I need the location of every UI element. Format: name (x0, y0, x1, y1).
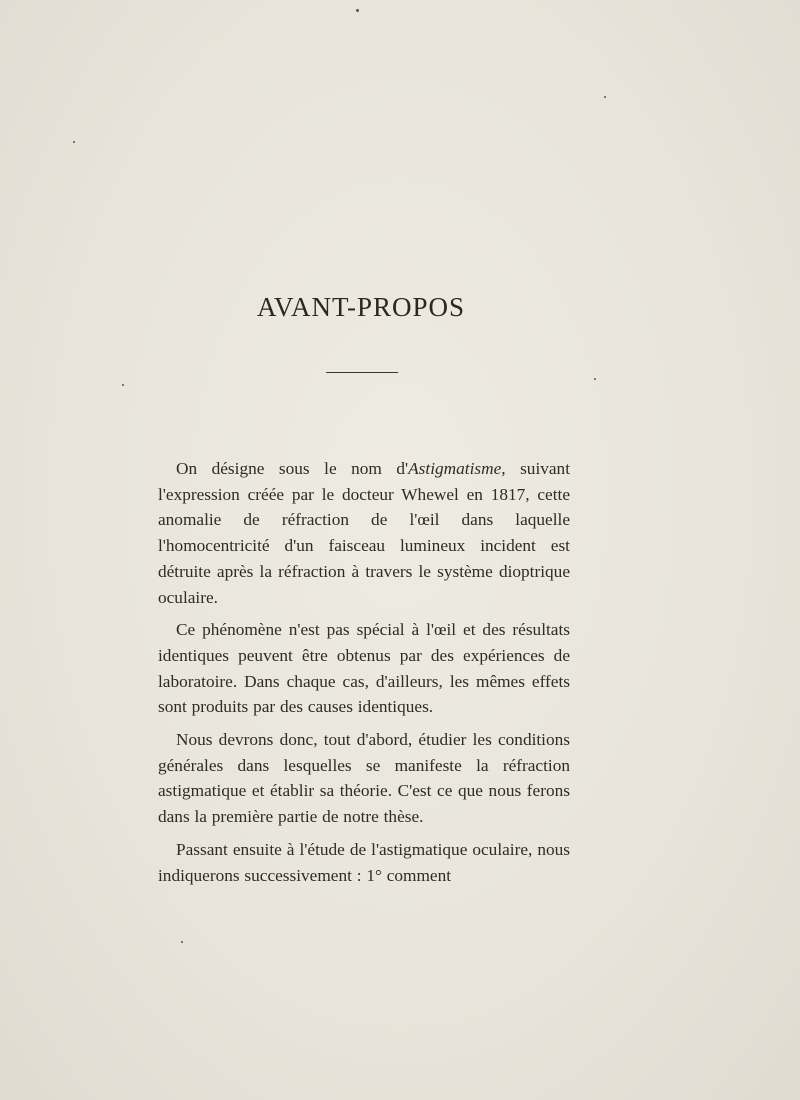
ink-speck (594, 378, 596, 380)
astigmatisme-term: Astigmatisme (408, 459, 502, 478)
paragraph-4: Passant ensuite à l'étude de l'astigmatique oculaire, nous indiquerons successivement : 1° comment (158, 839, 570, 885)
ink-speck (181, 941, 183, 943)
ink-speck (73, 141, 75, 143)
paragraph-1-rest: , suivant l'expression créée par le docteur Whewel en 1817, cette anomalie de réfraction de l'œil dans laquelle l'homocentricité d'un faisceau lumineux incident est détruite après la réfraction à travers le système dioptrique oculaire. (158, 459, 570, 607)
paragraph-2: Ce phénomène n'est pas spécial à l'œil et des résultats identiques peuvent être obtenus par des expériences de laboratoire. Dans chaque cas, d'ailleurs, les mêmes effets sont produits par des causes identiques. (158, 620, 570, 717)
body-text (158, 456, 570, 895)
paragraph-1-start: On désigne sous le nom d' (176, 459, 409, 478)
ink-speck (604, 96, 606, 98)
ink-speck (122, 384, 124, 386)
page-title: AVANT-PROPOS (256, 292, 466, 322)
paragraph-3: Nous devrons donc, tout d'abord, étudier les conditions générales dans lesquelles se manifeste la réfraction astigmatique et établir sa théorie. C'est ce que nous ferons dans la première partie de notre thèse. (158, 730, 570, 827)
title-divider (326, 372, 398, 373)
ink-speck (356, 9, 359, 12)
paragraph-1 (158, 456, 570, 610)
